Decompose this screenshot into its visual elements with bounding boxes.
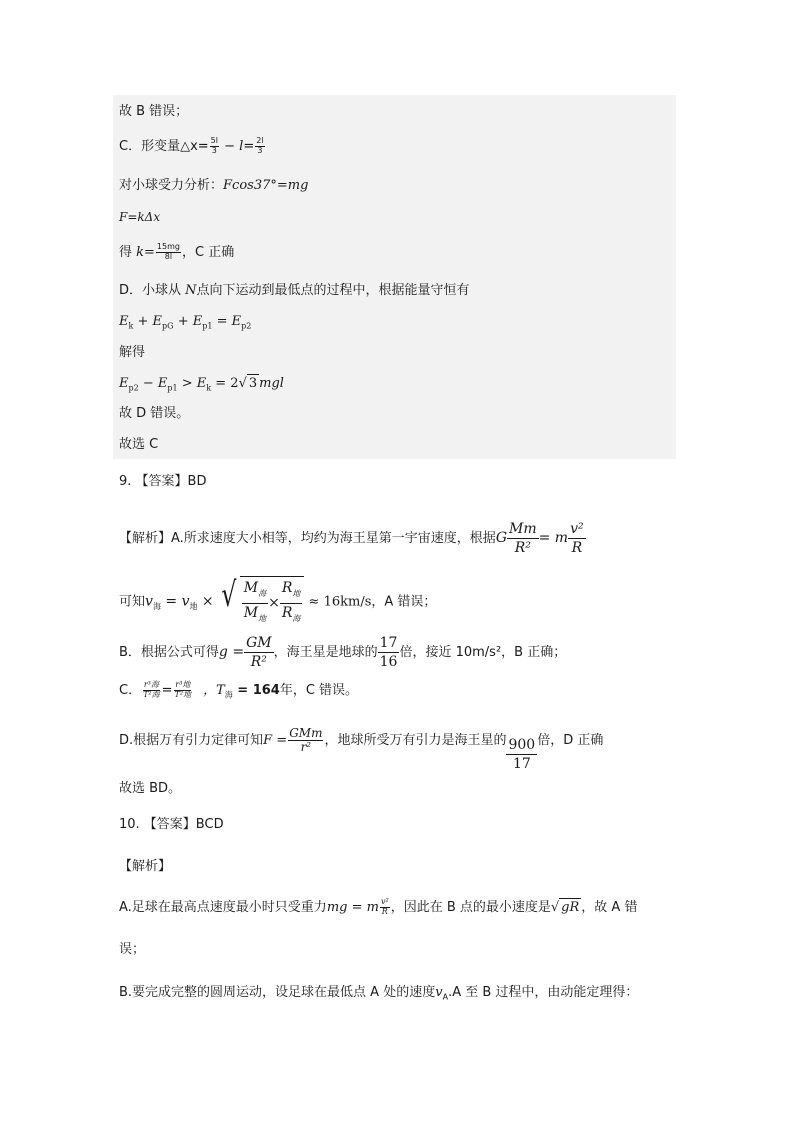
var: G <box>495 530 507 546</box>
formula-line <box>119 634 566 671</box>
text-line: 故选 BD。 <box>119 781 182 796</box>
denominator: R² <box>514 540 531 556</box>
text: D.根据万有引力定律可知 <box>119 733 264 748</box>
denominator: T²海 <box>143 689 160 699</box>
equation-line <box>119 313 251 336</box>
text: 得 <box>119 244 137 260</box>
denominator: R² <box>250 654 267 670</box>
var: v <box>145 593 153 610</box>
text: B.要完成完整的圆周运动，设足球在最低点 A 处的速度 <box>119 985 436 1000</box>
answer-title: 10. 【答案】BCD <box>119 817 224 832</box>
var: v <box>435 985 443 1000</box>
text: ，因此在 B 点的最小速度是 <box>390 900 551 915</box>
fraction <box>156 243 181 262</box>
fraction <box>506 736 537 773</box>
text: 对小球受力分析： <box>119 178 224 193</box>
numerator: GM <box>246 635 272 651</box>
formula-line <box>119 722 604 772</box>
denominator: 16 <box>379 654 398 670</box>
var: R <box>281 580 293 596</box>
fraction <box>507 520 539 557</box>
text-line: 故 B 错误； <box>119 104 189 119</box>
numerator: 5l <box>210 136 218 145</box>
result-equation: $E_{p2} - E_{p1} > E_k = 2√$ 3 mgl <box>119 376 284 393</box>
numerator: v² <box>380 897 389 907</box>
denominator: 3 <box>257 145 263 155</box>
text: = m <box>538 530 569 546</box>
fraction <box>174 681 193 700</box>
formula-line: A.足球在最高点速度最小时只受重力mg = m $\frac{\text{v²}}{R}$ ，因此在 B 点的最小速度是√ gR ，故 A 错 <box>119 897 638 916</box>
formula-line <box>119 984 638 1007</box>
subscript: 海 <box>258 588 267 598</box>
subscript: 地 <box>258 613 267 623</box>
text: B．根据公式可得 <box>119 645 219 660</box>
text-line <box>119 282 470 300</box>
var: N <box>185 283 197 298</box>
text-line: 解得 <box>119 345 146 360</box>
denominator: 17 <box>512 756 531 772</box>
subscript: A <box>442 992 449 1002</box>
fraction <box>568 520 586 557</box>
fraction <box>380 898 390 917</box>
text-line: 故选 C <box>119 437 159 452</box>
formula-line <box>119 520 586 557</box>
subscript: 地 <box>189 601 198 611</box>
energy-equation: $E_k + E_{pG} + E_{p1} = E_{p2}$ <box>119 314 252 331</box>
denominator: R <box>571 540 583 556</box>
fraction <box>142 681 161 700</box>
numerator: GMm <box>289 725 323 740</box>
numerator: 17 <box>379 635 398 651</box>
denominator: 8l <box>164 251 173 261</box>
numerator: Mm <box>509 521 537 537</box>
text-line: 故 D 错误。 <box>119 406 190 421</box>
numerator: 2l <box>256 136 264 145</box>
equation: F=kΔx <box>119 210 161 224</box>
subscript: 海 <box>152 601 161 611</box>
text: D．小球从 <box>119 283 186 298</box>
denominator: T²地 <box>174 689 192 699</box>
text: .A 至 B 过程中，由动能定理得： <box>448 985 639 1000</box>
denominator: 3 <box>211 145 217 155</box>
numerator: r³海 <box>143 680 159 689</box>
fraction <box>242 579 268 628</box>
numerator: v² <box>570 521 584 537</box>
fraction <box>244 634 274 671</box>
fraction <box>210 137 219 156</box>
text: 倍，D 正确 <box>537 733 604 748</box>
numerator: 15mg <box>156 242 180 251</box>
text: 倍，接近 10m/s²，B 正确； <box>399 645 567 660</box>
equation: Fcos37°=mg <box>223 178 309 193</box>
var: g = <box>218 644 245 660</box>
text: = v <box>160 593 190 610</box>
equation-line <box>119 374 284 398</box>
subscript: 海 <box>292 613 301 623</box>
square-root: √ $\frac{M_海}{M_地}$ × $\frac{R_地}{R_海}$ <box>218 576 304 628</box>
text: C．形变量△x= <box>119 138 209 154</box>
text: = <box>243 138 255 154</box>
var: M <box>243 580 259 596</box>
var: ，T <box>203 682 225 698</box>
text-line: 误； <box>119 942 146 957</box>
text: C． <box>119 682 142 698</box>
answer-title: 9. 【答案】BD <box>119 474 207 489</box>
formula-line <box>119 243 234 262</box>
denominator: r² <box>300 740 312 754</box>
equation: mg = m <box>326 900 379 915</box>
var: k= <box>136 244 155 260</box>
formula-line <box>119 177 308 195</box>
value: = 164 <box>232 682 280 698</box>
fraction <box>280 579 303 628</box>
text: 可知 <box>119 594 146 610</box>
numerator: r³地 <box>175 680 191 689</box>
formula-line <box>119 576 436 628</box>
fraction <box>378 634 400 671</box>
numerator: 900 <box>508 737 536 753</box>
text: ，海王星是地球的 <box>273 645 378 660</box>
text: ，故 A 错 <box>581 900 638 915</box>
text: ，地球所受万有引力是海王星的 <box>324 733 507 748</box>
text: 【解析】A.所求速度大小相等，均约为海王星第一宇宙速度，根据 <box>119 531 496 546</box>
formula-line <box>119 137 266 156</box>
var: R <box>281 604 293 621</box>
formula-line <box>119 208 160 226</box>
var: M <box>243 604 259 621</box>
fraction <box>288 727 323 754</box>
subscript: 海 <box>224 690 233 700</box>
subscript: 地 <box>292 588 301 598</box>
text: ，A 错误； <box>371 594 437 610</box>
fraction <box>255 137 264 156</box>
text: × <box>197 593 219 610</box>
text: ，C 正确 <box>181 244 235 260</box>
text: − <box>219 138 240 154</box>
var: l <box>239 138 244 154</box>
text: 点向下运动到最低点的过程中，根据能量守恒有 <box>196 283 470 298</box>
var: F = <box>263 733 288 748</box>
denominator: R <box>381 907 388 916</box>
text: ≈ 16km/s <box>304 594 372 610</box>
text: A.足球在最高点速度最小时只受重力 <box>119 900 327 915</box>
text: = <box>161 682 173 698</box>
text: 年，C 错误。 <box>279 682 359 698</box>
text-line: 【解析】 <box>119 859 172 874</box>
radicand: gR <box>561 900 580 915</box>
formula-line <box>119 681 358 704</box>
